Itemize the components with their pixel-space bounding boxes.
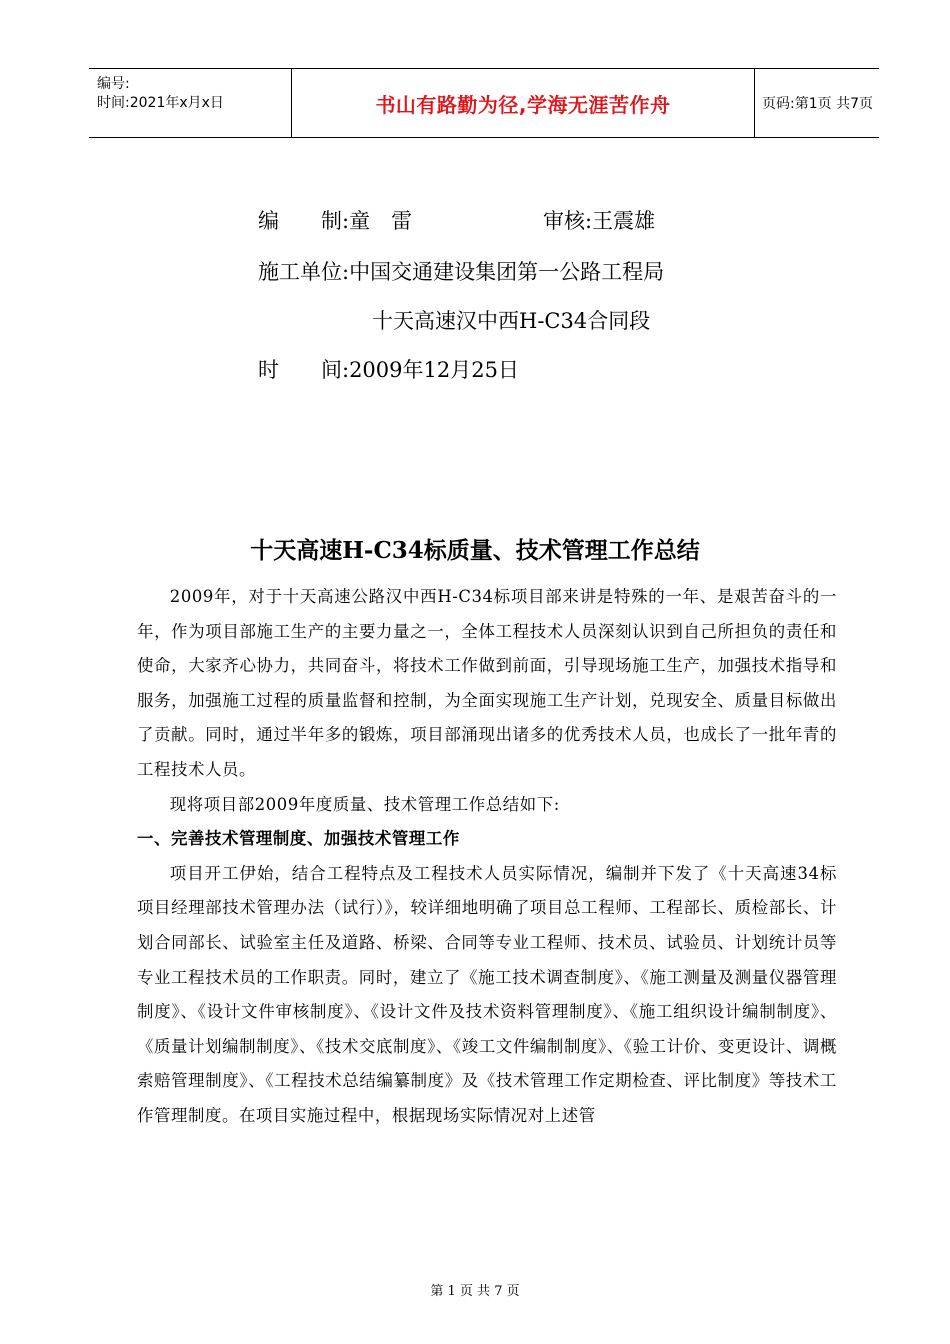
document-title: 十天高速H-C34标质量、技术管理工作总结	[250, 537, 700, 564]
cover-reviewer: 审核:王震雄	[543, 209, 656, 233]
cover-editor: 编 制:童 雷	[258, 209, 413, 233]
document-body	[137, 580, 837, 1134]
body-paragraph: 现将项目部2009年度质量、技术管理工作总结如下:	[169, 794, 560, 814]
header-info-cell	[89, 69, 291, 137]
header-page-label: 页码:第1页 共7页	[762, 96, 873, 112]
page-footer: 第 1 页 共 7 页	[430, 1284, 520, 1299]
page-header	[89, 68, 879, 138]
cover-unit: 施工单位:中国交通建设集团第一公路工程局	[258, 260, 665, 284]
body-paragraph: 2009年，对于十天高速公路汉中西H-C34标项目部来讲是特殊的一年、是艰苦奋斗的一年，作为项目部施工生产的主要力量之一，全体工程技术人员深刻认识到自己所担负的责任和使命，大家齐心协力，共同奋斗，将技术工作做到前面，引导现场施工生产，加强技术指导和服务，加强施工过程的质量监督和控制，为全面实现施工生产计划，兑现安全、质量目标做出了贡献。同时，通过半年多的锻炼，项目部涌现出诸多的优秀技术人员，也成长了一批年青的工程技术人员。	[137, 587, 837, 779]
document-time-label: 时间:2021年x月x日	[97, 95, 224, 111]
section-heading: 一、完善技术管理制度、加强技术管理工作	[137, 829, 460, 849]
cover-date: 时 间:2009年12月25日	[258, 358, 519, 382]
body-paragraph: 项目开工伊始，结合工程特点及工程技术人员实际情况，编制并下发了《十天高速34标项目经理部技术管理办法（试行）》，较详细地明确了项目总工程师、工程部长、质检部长、计划合同部长、试验室主任及道路、桥梁、合同等专业工程师、技术员、试验员、计划统计员等专业工程技术员的工作职责。同时，建立了《施工技术调查制度》、《施工测量及测量仪器管理制度》、《设计文件审核制度》、《设计文件及技术资料管理制度》、《施工组织设计编制制度》、《质量计划编制制度》、《技术交底制度》、《竣工文件编制制度》、《验工计价、变更设计、调概索赔管理制度》、《工程技术总结编纂制度》及《技术管理工作定期检查、评比制度》等技术工作管理制度。在项目实施过程中，根据现场实际情况对上述管	[137, 863, 837, 1125]
cover-section: 十天高速汉中西H-C34合同段	[372, 309, 651, 333]
document-number-label: 编号:	[97, 76, 130, 92]
header-page-cell	[754, 69, 879, 137]
header-motto: 书山有路勤为径,学海无涯苦作舟	[375, 92, 671, 117]
header-motto-cell	[291, 69, 755, 137]
